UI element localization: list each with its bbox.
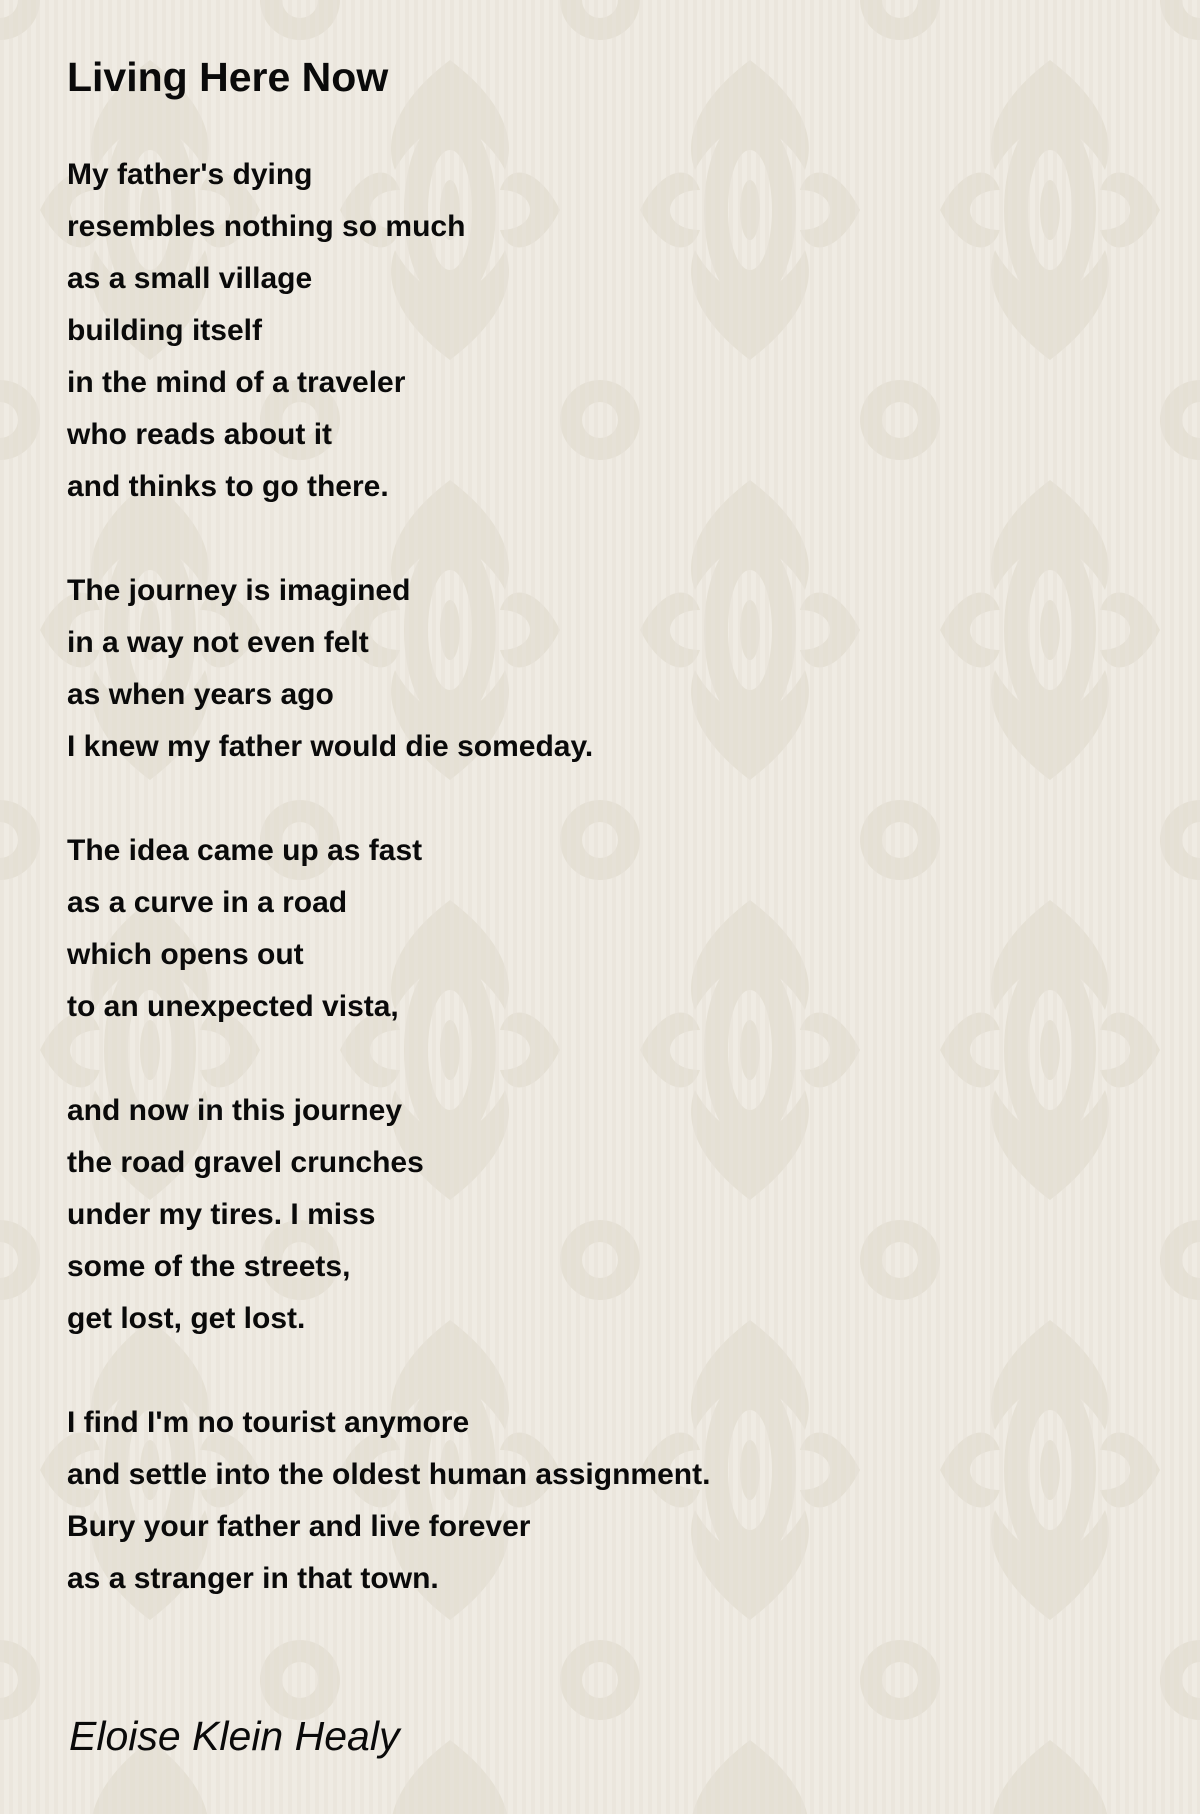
poem-line: The idea came up as fast xyxy=(67,834,423,867)
stanza-3 xyxy=(67,825,710,1033)
poem-line: and now in this journey xyxy=(67,1094,403,1127)
poem-title: Living Here Now xyxy=(67,54,389,100)
poem-line: in a way not even felt xyxy=(67,626,369,659)
poem-line: to an unexpected vista, xyxy=(67,990,399,1023)
poem-line: as a small village xyxy=(67,262,313,295)
poem-author: Eloise Klein Healy xyxy=(69,1713,400,1759)
poem-line: as a curve in a road xyxy=(67,886,348,919)
poem-line: My father's dying xyxy=(67,158,313,191)
poem-line: Bury your father and live forever xyxy=(67,1510,531,1543)
poem-body xyxy=(67,149,710,1657)
poem-line: resembles nothing so much xyxy=(67,210,466,243)
stanza-5 xyxy=(67,1397,710,1605)
poem-line: who reads about it xyxy=(67,418,333,451)
poem-line: and settle into the oldest human assignment. xyxy=(67,1458,711,1491)
poem-line: as when years ago xyxy=(67,678,334,711)
poem-line: The journey is imagined xyxy=(67,574,411,607)
stanza-4 xyxy=(67,1085,710,1345)
poem-line: which opens out xyxy=(67,938,304,971)
poem-line: the road gravel crunches xyxy=(67,1146,424,1179)
stanza-2 xyxy=(67,565,710,773)
poem-line: I find I'm no tourist anymore xyxy=(67,1406,470,1439)
poem-line: get lost, get lost. xyxy=(67,1302,306,1335)
stanza-1 xyxy=(67,149,710,513)
poem-line: in the mind of a traveler xyxy=(67,366,406,399)
poem-line: some of the streets, xyxy=(67,1250,351,1283)
poem-line: building itself xyxy=(67,314,262,347)
poem-line: under my tires. I miss xyxy=(67,1198,376,1231)
poem-line: I knew my father would die someday. xyxy=(67,730,594,763)
poem-line: and thinks to go there. xyxy=(67,470,389,503)
poem-line: as a stranger in that town. xyxy=(67,1562,439,1595)
